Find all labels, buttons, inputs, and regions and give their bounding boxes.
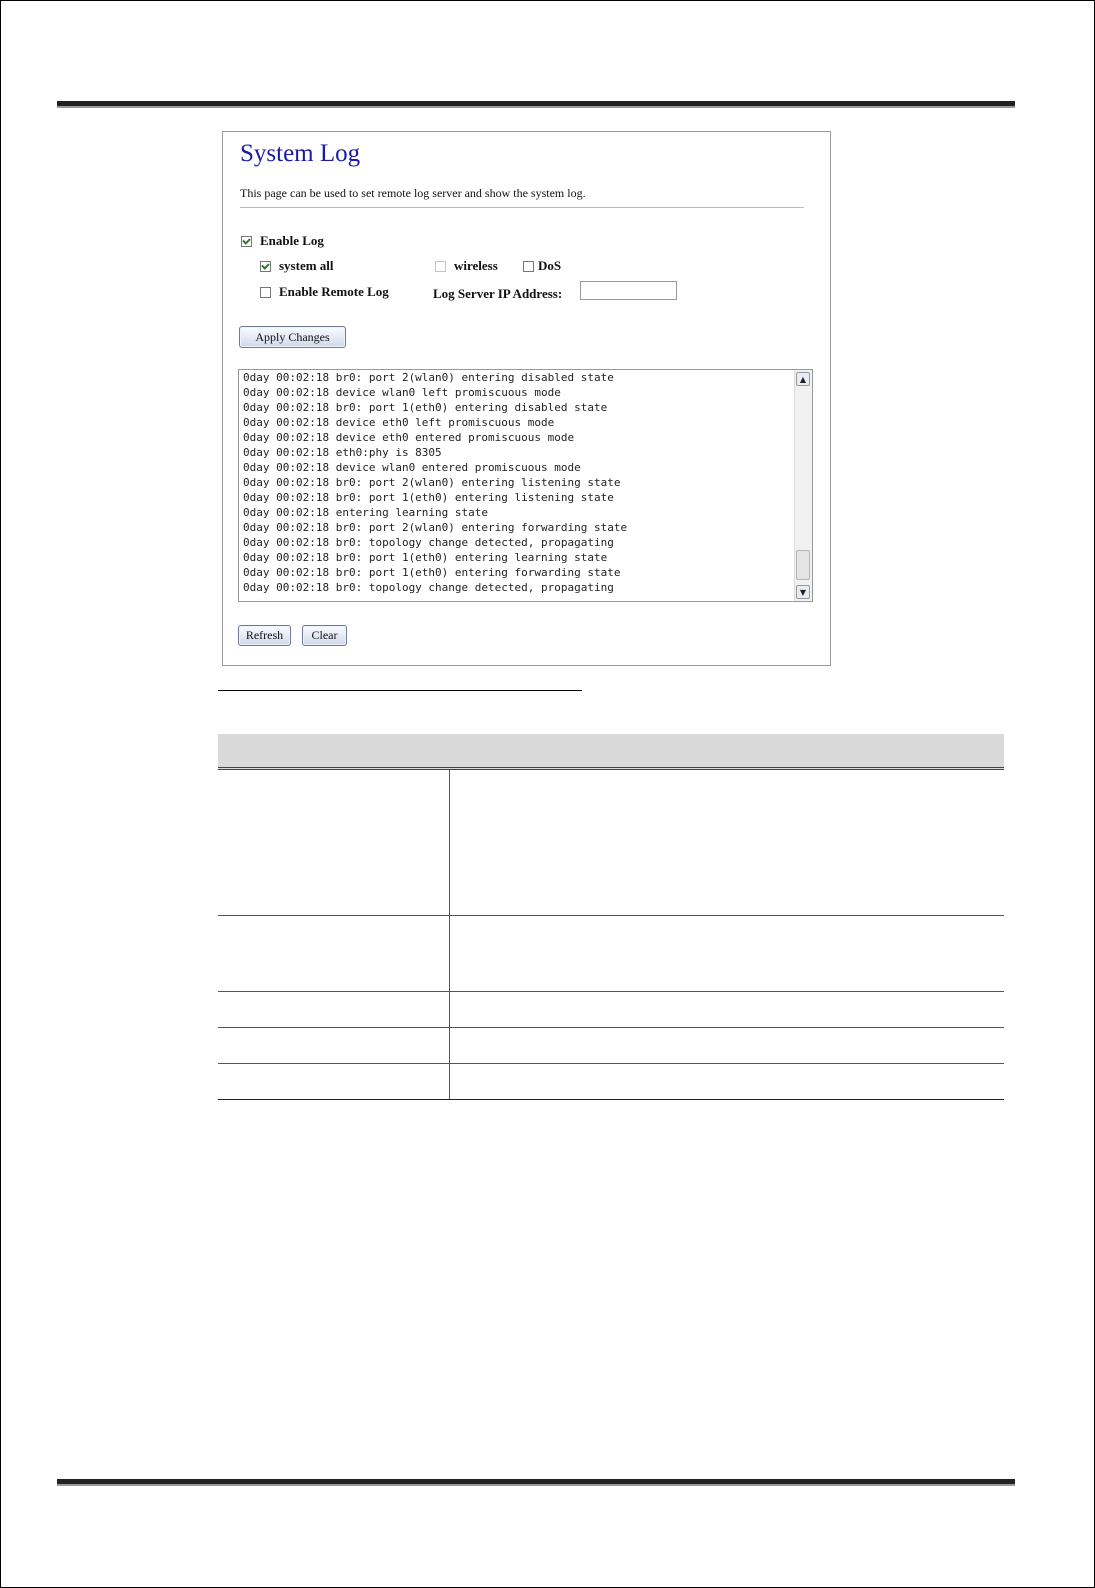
enable-log-label: Enable Log	[260, 233, 324, 248]
log-lines	[243, 370, 788, 595]
enable-remote-log-checkbox[interactable]	[260, 287, 271, 298]
system-all-checkbox[interactable]	[260, 261, 271, 272]
apply-changes-button[interactable]: Apply Changes	[239, 326, 346, 348]
enable-log-row	[241, 233, 324, 249]
scroll-up-icon[interactable]: ▲	[796, 372, 810, 386]
log-server-ip-input[interactable]	[580, 281, 677, 300]
wireless-checkbox[interactable]	[435, 261, 446, 272]
log-line: 0day 00:02:18 br0: port 2(wlan0) entering disabled state	[243, 371, 614, 384]
table-row	[218, 1064, 1004, 1100]
log-line: 0day 00:02:18 entering learning state	[243, 506, 489, 519]
scroll-thumb[interactable]	[796, 550, 810, 580]
log-line: 0day 00:02:18 br0: port 1(eth0) entering disabled state	[243, 401, 608, 414]
log-scrollbar[interactable]	[794, 370, 812, 601]
description-table	[218, 734, 1004, 1100]
log-line: 0day 00:02:18 br0: port 1(eth0) entering listening state	[243, 491, 614, 504]
enable-remote-log-label: Enable Remote Log	[279, 284, 389, 299]
log-line: 0day 00:02:18 device eth0 entered promiscuous mode	[243, 431, 575, 444]
log-line: 0day 00:02:18 device wlan0 entered promiscuous mode	[243, 461, 581, 474]
header-rule	[57, 101, 1015, 108]
system-log-textarea[interactable]	[238, 369, 813, 602]
dos-row	[523, 258, 561, 274]
enable-remote-log-row	[260, 284, 389, 300]
log-line: 0day 00:02:18 device wlan0 left promiscuous mode	[243, 386, 561, 399]
log-line: 0day 00:02:18 br0: port 2(wlan0) entering forwarding state	[243, 521, 628, 534]
wireless-label: wireless	[454, 258, 498, 273]
scroll-down-icon[interactable]: ▼	[796, 585, 810, 599]
table-header	[218, 734, 1004, 770]
log-server-ip-label: Log Server IP Address:	[433, 286, 563, 301]
clear-button[interactable]: Clear	[302, 625, 347, 646]
system-log-screenshot	[222, 131, 831, 666]
system-all-label: system all	[279, 258, 334, 273]
log-server-ip-label-row	[433, 286, 562, 302]
log-line: 0day 00:02:18 br0: topology change detected, propagating	[243, 536, 614, 549]
page-title: System Log	[240, 140, 361, 167]
log-line: 0day 00:02:18 br0: port 1(eth0) entering learning state	[243, 551, 608, 564]
log-line: 0day 00:02:18 br0: topology change detected, propagating	[243, 581, 614, 594]
divider	[240, 207, 804, 208]
footer-rule	[57, 1479, 1015, 1486]
log-line: 0day 00:02:18 eth0:phy is 8305	[243, 446, 442, 459]
dos-label: DoS	[538, 258, 562, 273]
dos-checkbox[interactable]	[523, 261, 534, 272]
caption-underline	[218, 690, 582, 691]
system-all-row	[260, 258, 334, 274]
refresh-button[interactable]: Refresh	[238, 625, 291, 646]
log-line: 0day 00:02:18 br0: port 1(eth0) entering forwarding state	[243, 566, 621, 579]
enable-log-checkbox[interactable]	[241, 236, 252, 247]
table-row	[218, 770, 1004, 916]
log-line: 0day 00:02:18 device eth0 left promiscuous mode	[243, 416, 555, 429]
table-row	[218, 916, 1004, 992]
table-row	[218, 992, 1004, 1028]
log-line: 0day 00:02:18 br0: port 2(wlan0) entering listening state	[243, 476, 621, 489]
page-description: This page can be used to set remote log server and show the system log.	[240, 186, 586, 200]
table-row	[218, 1028, 1004, 1064]
wireless-row	[435, 258, 498, 274]
